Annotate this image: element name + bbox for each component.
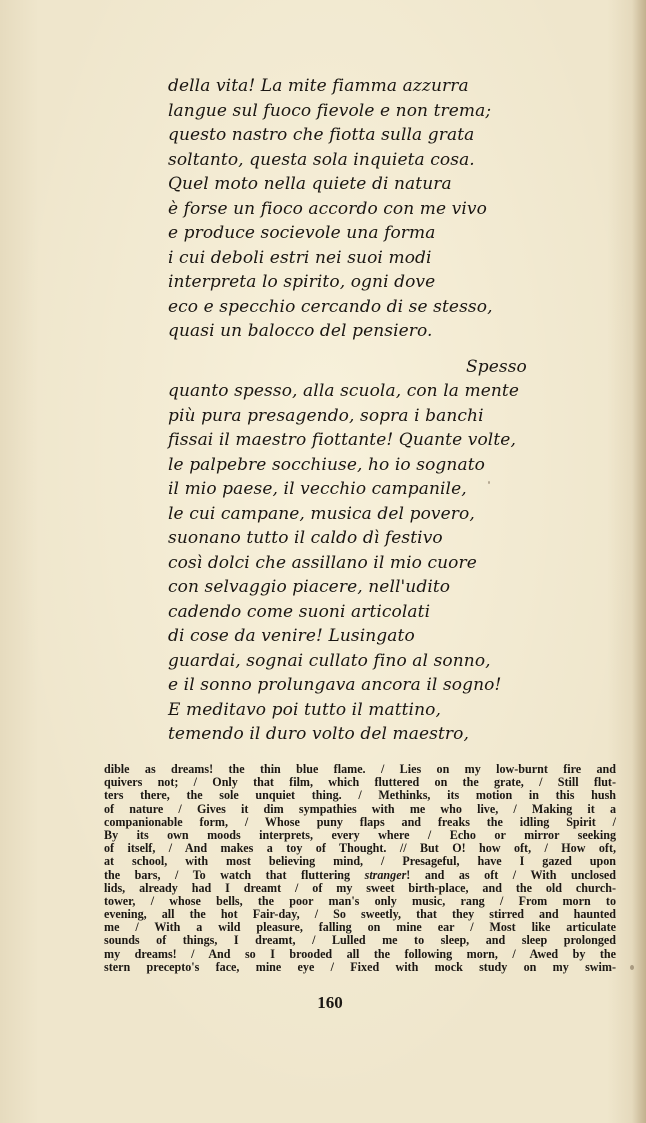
translation-line: sounds of things, I dreamt, / Lulled me to sleep, and sleep prolonged xyxy=(104,933,616,948)
poem-line: guardai, sognai cullato fino al sonno, xyxy=(168,650,491,671)
translation-line: of nature / Gives it dim sympathies with me who live, / Making it a xyxy=(104,801,616,816)
translation-line: evening, all the hot Fair-day, / So sweetly, that they stirred and haunted xyxy=(104,907,616,922)
poem-line: fissai il maestro fiottante! Quante volte, xyxy=(168,430,516,450)
italian-poem-text xyxy=(168,74,568,747)
poem-line: quasi un balocco del pensiero. xyxy=(168,321,433,341)
poem-line: più pura presagendo, sopra i banchi xyxy=(168,405,484,426)
translation-line: my dreams! / And so I brooded all the following morn, / Awed by the xyxy=(104,946,616,961)
poem-line: quanto spesso, alla scuola, con la mente xyxy=(168,381,520,401)
poem-line: le cui campane, musica del povero, xyxy=(168,503,475,524)
page-number: 160 xyxy=(317,993,343,1012)
poem-line: questo nastro che fiotta sulla grata xyxy=(168,125,475,145)
poem-line: langue sul fuoco fievole e non trema; xyxy=(168,100,492,121)
poem-line: il mio paese, il vecchio campanile, xyxy=(168,479,467,499)
poem-line: cadendo come suoni articolati xyxy=(168,601,431,622)
paper-speck xyxy=(488,481,490,484)
poem-line: e il sonno prolungava ancora il sogno! xyxy=(168,675,502,695)
poem-line: soltanto, questa sola inquieta cosa. xyxy=(168,149,475,170)
translation-line: ters there, the sole unquiet thing. / Methinks, its motion in this hush xyxy=(104,788,616,803)
translation-line: of itself, / And makes a toy of Thought. // But O! how oft, / How oft, xyxy=(104,841,616,856)
translation-line: companionable form, / Whose puny flaps and freaks the idling Spirit / xyxy=(104,814,616,829)
translation-line: stern precepto's face, mine eye / Fixed with mock study on my swim- xyxy=(104,959,616,974)
translation-line: me / With a wild pleasure, falling on mine ear / Most like articulate xyxy=(104,920,616,935)
poem-line: della vita! La mite fiamma azzurra xyxy=(168,76,469,96)
poem-line: con selvaggio piacere, nell'udito xyxy=(168,577,451,597)
poem-line: Quel moto nella quiete di natura xyxy=(168,174,452,194)
translation-line: the bars, / To watch that fluttering stranger! and as oft / With unclosed xyxy=(104,867,616,882)
poem-line: temendo il duro volto del maestro, xyxy=(168,724,469,744)
poem-line: suonano tutto il caldo dì festivo xyxy=(168,528,443,548)
poem-line: interpreta lo spirito, ogni dove xyxy=(168,272,436,292)
poem-line: i cui deboli estri nei suoi modi xyxy=(168,247,432,268)
poem-line: è forse un fioco accordo con me vivo xyxy=(168,198,487,219)
poem-line: le palpebre socchiuse, ho io sognato xyxy=(168,454,485,475)
translation-line: tower, / whose bells, the poor man's only music, rang / From morn to xyxy=(104,893,616,908)
english-translation-footnote xyxy=(104,763,616,974)
translation-line: lids, already had I dreamt / of my sweet birth-place, and the old church- xyxy=(104,880,616,895)
translation-line: dible as dreams! the thin blue flame. / Lies on my low-burnt fire and xyxy=(104,762,616,776)
poem-line: eco e specchio cercando di se stesso, xyxy=(168,296,493,317)
translation-line: at school, with most believing mind, / Presageful, have I gazed upon xyxy=(104,854,616,869)
poem-line: E meditavo poi tutto il mattino, xyxy=(168,699,441,720)
poem-line: Spesso xyxy=(466,356,527,377)
translation-line: quivers not; / Only that film, which fluttered on the grate, / Still flut- xyxy=(104,775,616,790)
paper-speck xyxy=(630,965,634,970)
poem-line: e produce socievole una forma xyxy=(168,223,436,243)
page-edge-shadow xyxy=(632,0,646,1123)
poem-line: così dolci che assillano il mio cuore xyxy=(168,552,477,573)
translation-line: By its own moods interprets, every where / Echo or mirror seeking xyxy=(104,827,616,842)
poem-line: di cose da venire! Lusingato xyxy=(168,626,415,646)
